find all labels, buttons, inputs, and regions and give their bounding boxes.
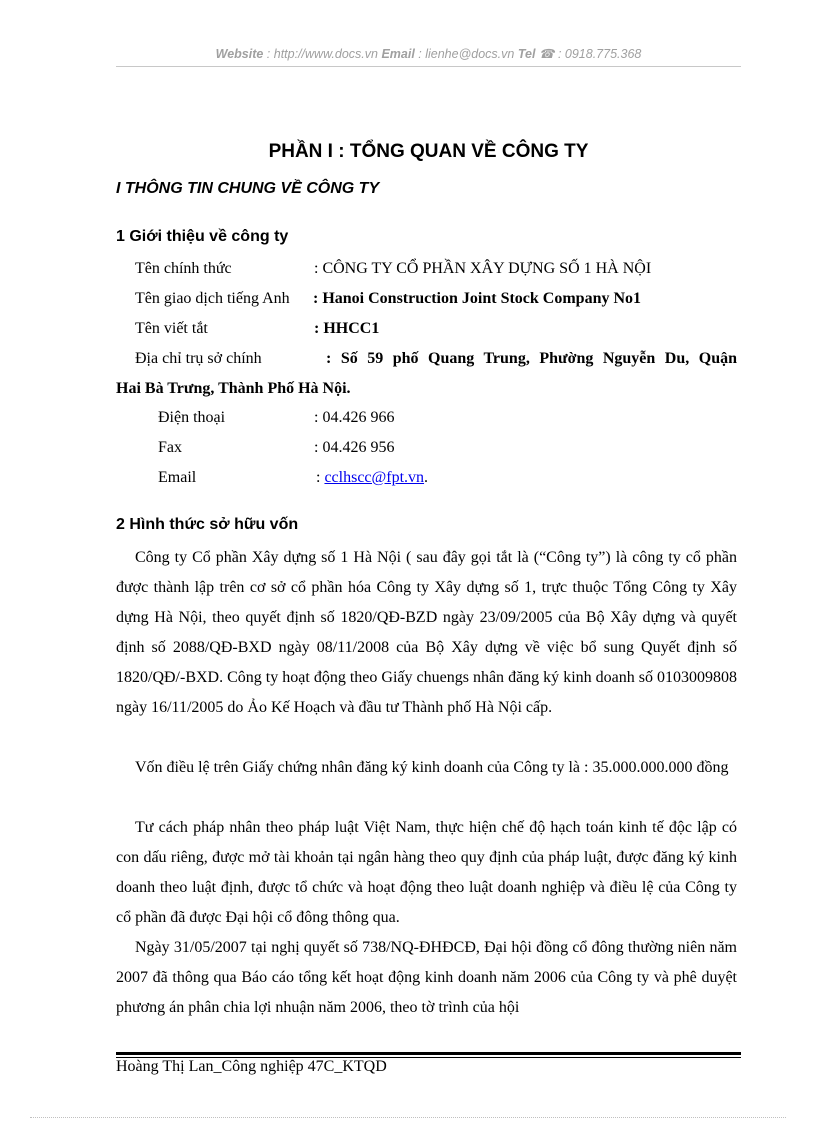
official-name-value: : CÔNG TY CỔ PHẦN XÂY DỰNG SỐ 1 HÀ NỘI <box>314 260 652 277</box>
page-title: PHẦN I : TỔNG QUAN VỀ CÔNG TY <box>268 141 589 162</box>
abbreviation-label: Tên viết tắt <box>135 320 208 337</box>
paragraph-charter-capital: Vốn điều lệ trên Giấy chứng nhân đăng ký kinh doanh của Công ty là : 35.000.000.000 đồng <box>135 759 729 776</box>
page-footer: Hoàng Thị Lan_Công nghiệp 47C_KTQD <box>116 1058 387 1075</box>
address-label: Địa chỉ trụ sở chính <box>135 350 262 367</box>
address-value-line2: Hai Bà Trưng, Thành Phố Hà Nội. <box>116 380 351 397</box>
paragraph-legal-status: Tư cách pháp nhân theo pháp luật Việt Nam, thực hiện chế độ hạch toán kinh tế độc lập có con dấu riêng, được mở tài khoản tại ngân hàng theo quy định của pháp luật, được đăng ký kinh doanh theo luật định, được tổ chức và hoạt động theo luật doanh nghiệp và điều lệ của Công ty cổ phần đã được Đại hội cổ đông thông qua. <box>116 819 737 926</box>
header-tel-value: ☎ : 0918.775.368 <box>535 47 642 61</box>
page-bottom-dotted-line <box>30 1117 786 1118</box>
footer-divider-thick <box>116 1052 741 1055</box>
page-header <box>116 46 741 61</box>
header-tel-label: Tel <box>517 47 536 61</box>
abbreviation-value: : HHCC1 <box>314 320 380 337</box>
header-email-value: : lienhe@docs.vn <box>414 47 518 61</box>
email-row <box>316 469 428 487</box>
header-divider <box>116 66 741 67</box>
header-website-value: : http://www.docs.vn <box>263 47 382 61</box>
official-name-label: Tên chính thức <box>135 260 232 277</box>
address-value-line1: : Số 59 phố Quang Trung, Phường Nguyễn Du, Quận <box>326 350 737 367</box>
subsection-heading-intro: 1 Giới thiệu về công ty <box>116 228 289 245</box>
section-heading: I THÔNG TIN CHUNG VỀ CÔNG TY <box>116 180 380 197</box>
phone-value: : 04.426 966 <box>314 409 395 426</box>
fax-value: : 04.426 956 <box>314 439 395 456</box>
paragraph-shareholder-resolution: Ngày 31/05/2007 tại nghị quyết số 738/NQ-ĐHĐCĐ, Đại hội đồng cổ đông thường niên năm 2007 đã thông qua Báo cáo tổng kết hoạt động kinh doanh năm 2006 của Công ty và phê duyệt phương án phân chia lợi nhuận năm 2006, theo tờ trình của hội <box>116 939 737 1016</box>
email-link[interactable]: cclhscc@fpt.vn <box>324 469 425 486</box>
email-prefix: : <box>316 469 325 486</box>
header-email-label: Email <box>381 47 415 61</box>
email-suffix: . <box>424 469 429 486</box>
phone-label: Điện thoại <box>158 409 226 426</box>
header-website-label: Website <box>215 47 264 61</box>
english-name-label: Tên giao dịch tiếng Anh <box>135 290 290 307</box>
english-name-value: : Hanoi Construction Joint Stock Company No1 <box>313 290 642 307</box>
email-label: Email <box>158 469 197 486</box>
subsection-heading-ownership: 2 Hình thức sở hữu vốn <box>116 516 299 533</box>
paragraph-company-background: Công ty Cổ phần Xây dựng số 1 Hà Nội ( sau đây gọi tắt là (“Công ty”) là công ty cổ phần được thành lập trên cơ sở cổ phần hóa Công ty Xây dựng số 1, trực thuộc Tổng Công ty Xây dựng Hà Nội, theo quyết định số 1820/QĐ-BZD ngày 23/09/2005 của Bộ Xây dựng và quyết định số 2088/QĐ-BXD ngày 08/11/2008 của Bộ Xây dựng về việc bổ sung Quyết định số 1820/QĐ/-BXD. Công ty hoạt động theo Giấy chuengs nhân đăng ký kinh doanh số 0103009808 ngày 16/11/2005 do Ảo Kế Hoạch và đầu tư Thành phố Hà Nội cấp. <box>116 549 737 716</box>
fax-label: Fax <box>158 439 182 456</box>
